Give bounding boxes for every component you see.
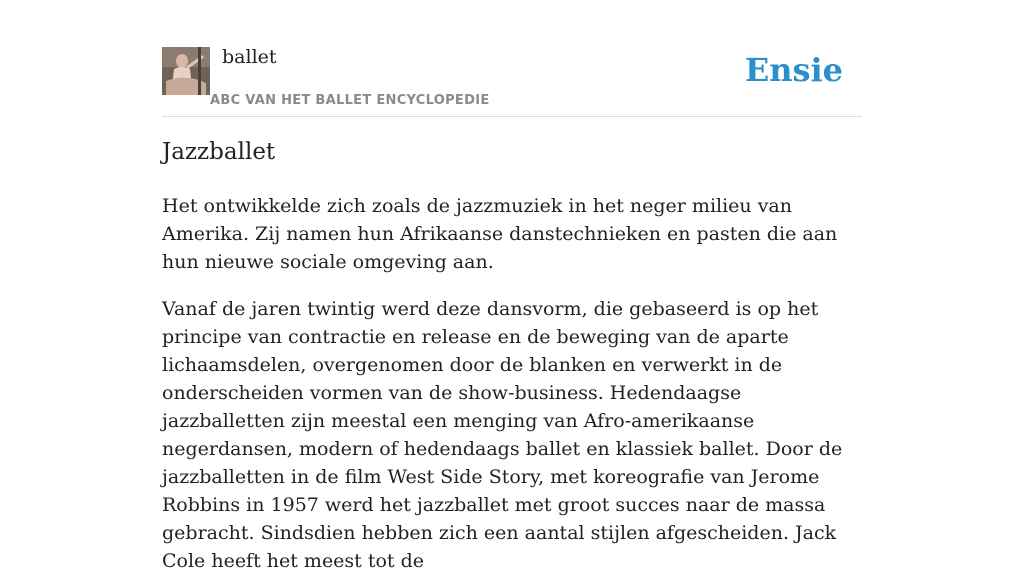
- header: [162, 0, 862, 117]
- article-paragraph-1: Het ontwikkelde zich zoals de jazzmuziek in het neger milieu van Amerika. Zij namen hun Afrikaanse danstechnieken en pasten die aan hun nieuwe sociale omgeving aan.: [162, 195, 838, 273]
- ensie-logo[interactable]: Ensie: [744, 51, 843, 89]
- article-paragraph-2: Vanaf de jaren twintig werd deze dansvorm, die gebaseerd is op het principe van contractie en release en de beweging van de aparte lichaamsdelen, overgenomen door de blanken en verwerkt in de onderscheiden vormen van de show-business. Hedendaagse jazzballetten zijn meestal een menging van Afro-amerikaanse negerdansen, modern of hedendaags ballet en klassiek ballet. Door de jazzballetten in de film West Side Story, met koreografie van Jerome Robbins in 1957 werd het jazzballet met groot succes naar de massa gebracht. Sindsdien hebben zich een aantal stijlen afgescheiden. Jack Cole heeft het meest tot de: [162, 298, 843, 572]
- page: [162, 0, 862, 572]
- avatar[interactable]: [162, 47, 210, 95]
- article-title: Jazzballet: [162, 139, 276, 165]
- subject-link[interactable]: ballet: [222, 46, 277, 68]
- source-name[interactable]: ABC VAN HET BALLET ENCYCLOPEDIE: [210, 93, 490, 108]
- ballet-photo-icon: [162, 47, 210, 95]
